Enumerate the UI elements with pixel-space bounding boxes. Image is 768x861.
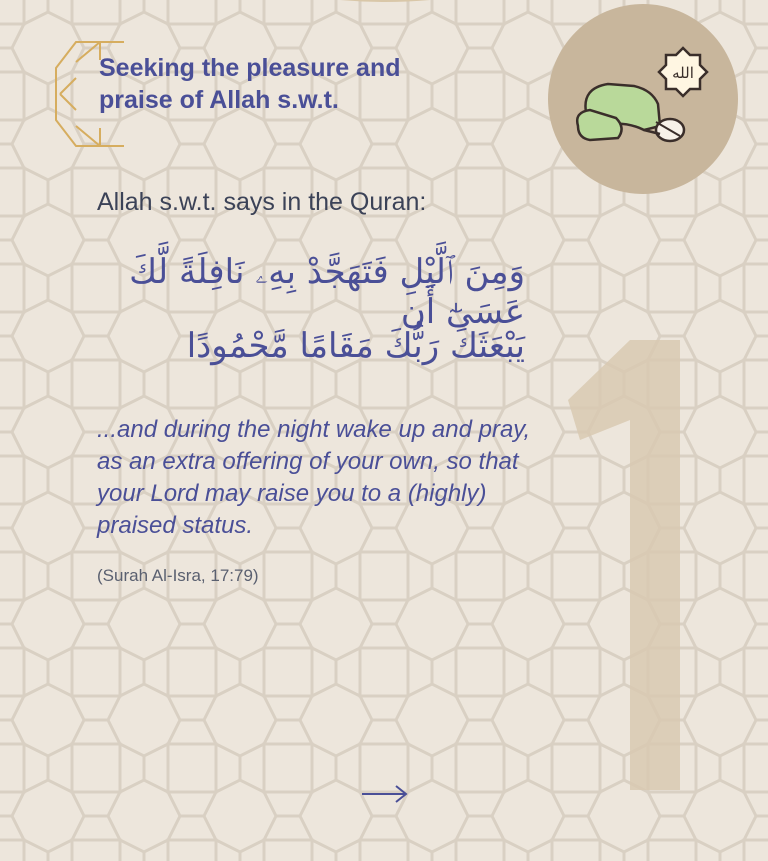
title-line-2: praise of Allah s.w.t. [99,86,339,114]
title-line-1: Seeking the pleasure and [99,54,401,82]
arabic-verse-line-1: وَمِنَ ٱلَّيْلِ فَتَهَجَّدْ بِهِۦ نَافِلَةً لَّكَ عَسَىٰٓ أَن [129,252,525,332]
arrow-right-icon[interactable] [360,778,410,808]
prostrating-person-icon [548,4,738,194]
verse-translation: ...and during the night wake up and pray, as an extra offering of your own, so that your Lord may raise you to a (highly) praised status. [97,416,531,539]
prayer-badge [548,4,738,194]
top-divider [330,0,440,4]
verse-reference: (Surah Al-Isra, 17:79) [97,566,259,585]
page-title [99,52,459,116]
allah-emblem-icon [659,48,707,96]
svg-text:الله: الله [672,64,694,82]
arabic-verse-line-2: يَبْعَثَكَ رَبُّكَ مَقَامًا مَّحْمُودًا [186,326,525,366]
intro-text: Allah s.w.t. says in the Quran: [97,188,427,216]
slide-number [560,330,740,800]
